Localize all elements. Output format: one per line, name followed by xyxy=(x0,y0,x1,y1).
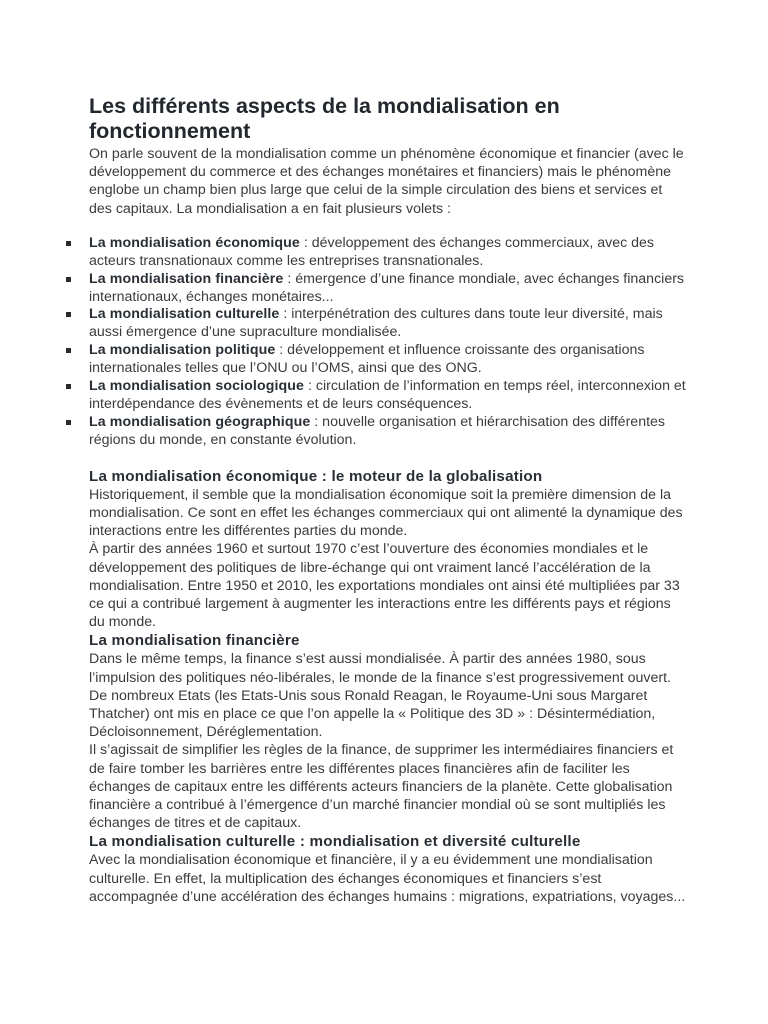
list-item-term: La mondialisation économique xyxy=(89,234,300,251)
list-item xyxy=(89,342,688,378)
section-paragraph: Historiquement, il semble que la mondialisation économique soit la première dimension de la mondialisation. Ce sont en effet les échanges commerciaux qui ont alimenté la dynamique des interactions entre les différentes parties du monde. xyxy=(89,486,683,540)
list-item-description: : interpénétration des cultures dans toute leur diversité, mais aussi émergence d’une supraculture mondialisée. xyxy=(89,306,663,341)
list-item-term: La mondialisation sociologique xyxy=(89,378,305,395)
list-item-description: : émergence d’une finance mondiale, avec échanges financiers internationaux, échanges monétaires... xyxy=(89,270,685,305)
list-item-description: : nouvelle organisation et hiérarchisation des différentes régions du monde, en constante évolution. xyxy=(89,413,666,448)
section-paragraph: Avec la mondialisation économique et financière, il y a eu évidemment une mondialisation culturelle. En effet, la multiplication des échanges économiques et financiers s’est accompagnée d’une accélération des échanges humains : migrations, expatriations, voyages... xyxy=(89,852,686,905)
square-bullet-icon xyxy=(66,312,71,317)
list-item xyxy=(89,271,688,307)
section-paragraph: Dans le même temps, la finance s’est aussi mondialisée. À partir des années 1980, sous l’impulsion des politiques néo-libérales, le monde de la finance s’est progressivement ouvert. De nombreux Etats (les Etats-Unis sous Ronald Reagan, le Royaume-Uni sous Margaret Thatcher) ont mis en place ce que l’on appelle la « Politique des 3D » : Désintermédiation, Décloisonnement, Déréglementation. xyxy=(89,651,671,741)
volets-list xyxy=(89,235,688,450)
section-heading-culturelle: La mondialisation culturelle : mondialisation et diversité culturelle xyxy=(89,833,581,851)
page-title: Les différents aspects de la mondialisation en fonctionnement xyxy=(89,94,560,143)
list-item xyxy=(89,235,688,271)
section-heading-economique: La mondialisation économique : le moteur de la globalisation xyxy=(89,467,543,485)
list-item-term: La mondialisation politique xyxy=(89,342,276,359)
list-item-description: : développement des échanges commerciaux, avec des acteurs transnationaux comme les entreprises transnationales. xyxy=(89,234,655,269)
section-paragraph: Il s’agissait de simplifier les règles de la finance, de supprimer les intermédiaires financiers et de faire tomber les barrières entre les différentes places financières afin de faciliter les échanges de capitaux entre les différents acteurs financiers de la planète. Cette globalisation financière a contribué à l’émergence d’un marché financier mondial où se sont multipliés les échanges de titres et de capitaux. xyxy=(89,742,674,832)
list-item-description: : circulation de l’information en temps réel, interconnexion et interdépendance des évènements et de leurs conséquences. xyxy=(89,378,686,412)
section-heading-financiere: La mondialisation financière xyxy=(89,632,300,650)
square-bullet-icon xyxy=(66,420,71,425)
list-item xyxy=(89,414,688,450)
list-item-term: La mondialisation financière xyxy=(89,270,284,287)
list-item xyxy=(89,306,688,342)
list-item-description: : développement et influence croissante des organisations internationales telles que l’ONU ou l’OMS, ainsi que des ONG. xyxy=(89,342,645,377)
list-item-term: La mondialisation culturelle xyxy=(89,306,280,323)
square-bullet-icon xyxy=(66,241,71,246)
list-item xyxy=(89,378,688,414)
list-item-term: La mondialisation géographique xyxy=(89,413,311,430)
square-bullet-icon xyxy=(66,384,71,389)
square-bullet-icon xyxy=(66,348,71,353)
square-bullet-icon xyxy=(66,277,71,282)
section-paragraph: À partir des années 1960 et surtout 1970 c’est l’ouverture des économies mondiales et le développement des politiques de libre-échange qui ont vraiment lancé l’accélération de la mondialisation. Entre 1950 et 2010, les exportations mondiales ont ainsi été multipliées par 33 ce qui a contribué largement à augmenter les interactions entre les différents pays et régions du monde. xyxy=(89,541,680,631)
intro-paragraph: On parle souvent de la mondialisation comme un phénomène économique et financier (avec le développement du commerce et des échanges monétaires et financiers) mais le phénomène englobe un champ bien plus large que celui de la simple circulation des biens et services et des capitaux. La mondialisation a en fait plusieurs volets : xyxy=(89,146,684,217)
